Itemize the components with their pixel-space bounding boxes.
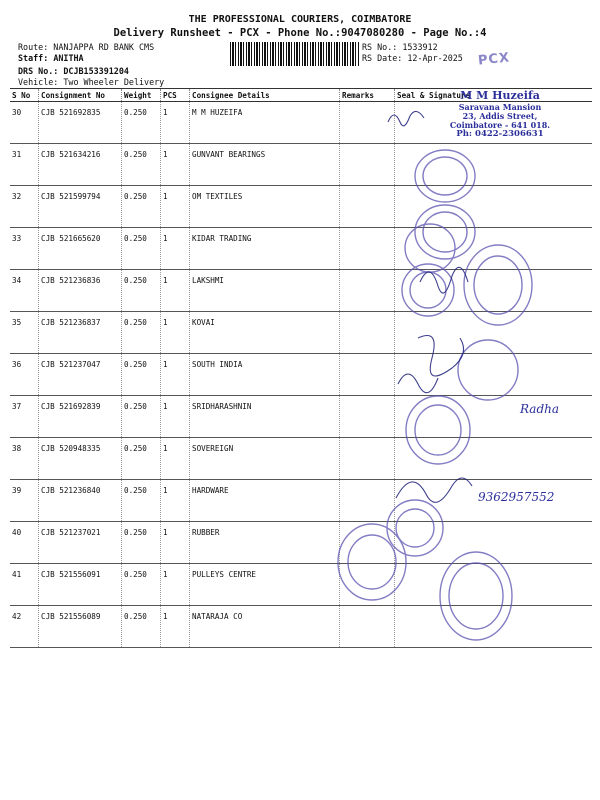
row-seal-signature <box>395 228 593 270</box>
row-remarks <box>340 312 395 354</box>
row-consignment-no: CJB 521237021 <box>39 522 122 564</box>
seal-line-1: Saravana Mansion <box>458 101 542 112</box>
row-weight: 0.250 <box>122 606 161 648</box>
seal-line-3: Coimbatore - 641 018. <box>449 120 551 131</box>
row-remarks <box>340 480 395 522</box>
row-seal-signature <box>395 354 593 396</box>
row-consignment-no: CJB 521634216 <box>39 144 122 186</box>
table-row <box>10 228 592 270</box>
staff-value: ANITHA <box>53 53 84 63</box>
table-row <box>10 438 592 480</box>
table-row <box>10 270 592 312</box>
row-consignment-no: CJB 520948335 <box>39 438 122 480</box>
row-consignment-no: CJB 521237047 <box>39 354 122 396</box>
col-remarks: Remarks <box>340 89 395 102</box>
table-row <box>10 564 592 606</box>
seal-phone: Ph: 0422-2306631 <box>456 129 544 140</box>
row-sno: 41 <box>10 564 39 606</box>
row-weight: 0.250 <box>122 186 161 228</box>
row-consignment-no: CJB 521236840 <box>39 480 122 522</box>
row-sno: 42 <box>10 606 39 648</box>
row-sno: 34 <box>10 270 39 312</box>
row-weight: 0.250 <box>122 228 161 270</box>
row-seal-signature <box>395 522 593 564</box>
col-sno: S No <box>10 89 39 102</box>
row-remarks <box>340 396 395 438</box>
company-title: THE PROFESSIONAL COURIERS, COIMBATORE <box>188 14 412 25</box>
row-sno: 30 <box>10 102 39 144</box>
row-pcs: 1 <box>161 438 190 480</box>
table-row <box>10 522 592 564</box>
row-consignee: SRIDHARASHNIN <box>190 396 340 438</box>
row-seal-signature <box>395 606 593 648</box>
row-weight: 0.250 <box>122 564 161 606</box>
barcode <box>230 42 360 66</box>
row-consignee: M M HUZEIFA <box>190 102 340 144</box>
table-row <box>10 186 592 228</box>
row-sno: 36 <box>10 354 39 396</box>
row-pcs: 1 <box>161 396 190 438</box>
rs-date: RS Date: 12-Apr-2025 <box>362 53 463 63</box>
row-remarks <box>340 438 395 480</box>
row-remarks <box>340 102 395 144</box>
row-seal-signature <box>395 144 593 186</box>
row-consignment-no: CJB 521692835 <box>39 102 122 144</box>
row-remarks <box>340 144 395 186</box>
row-remarks <box>340 606 395 648</box>
table-row <box>10 354 592 396</box>
drs-value: DCJB153391204 <box>63 66 129 76</box>
row-consignee: HARDWARE <box>190 480 340 522</box>
runsheet-table <box>10 88 592 648</box>
row-remarks <box>340 354 395 396</box>
row-seal-signature <box>395 312 593 354</box>
col-weight: Weight <box>122 89 161 102</box>
row-consignment-no: CJB 521556091 <box>39 564 122 606</box>
row-sno: 38 <box>10 438 39 480</box>
row-pcs: 1 <box>161 228 190 270</box>
table-row <box>10 396 592 438</box>
row-consignment-no: CJB 521692839 <box>39 396 122 438</box>
vehicle-text: Vehicle: Two Wheeler Delivery <box>18 77 165 87</box>
handwritten-signature: Radha <box>520 402 560 416</box>
row-pcs: 1 <box>161 186 190 228</box>
row-weight: 0.250 <box>122 438 161 480</box>
table-row <box>10 312 592 354</box>
row-consignee: RUBBER <box>190 522 340 564</box>
row-pcs: 1 <box>161 144 190 186</box>
row-consignment-no: CJB 521665620 <box>39 228 122 270</box>
route-text: Route: NANJAPPA RD BANK CMS <box>18 42 155 52</box>
row-weight: 0.250 <box>122 522 161 564</box>
row-pcs: 1 <box>161 312 190 354</box>
table-row <box>10 606 592 648</box>
col-consignment: Consignment No <box>39 89 122 102</box>
runsheet-subtitle: Delivery Runsheet - PCX - Phone No.:9047080280 - Page No.:4 <box>113 27 487 39</box>
row-pcs: 1 <box>161 606 190 648</box>
row-remarks <box>340 270 395 312</box>
row-weight: 0.250 <box>122 270 161 312</box>
row-remarks <box>340 564 395 606</box>
row-pcs: 1 <box>161 564 190 606</box>
row-consignee: SOUTH INDIA <box>190 354 340 396</box>
row-consignee: NATARAJA CO <box>190 606 340 648</box>
row-consignment-no: CJB 521556089 <box>39 606 122 648</box>
row-remarks <box>340 186 395 228</box>
row-consignee: KOVAI <box>190 312 340 354</box>
row-seal-signature <box>395 396 593 438</box>
rs-number: RS No.: 1533912 <box>362 42 438 52</box>
row-weight: 0.250 <box>122 396 161 438</box>
row-consignee: LAKSHMI <box>190 270 340 312</box>
row-seal-signature <box>395 438 593 480</box>
row-sno: 39 <box>10 480 39 522</box>
row-consignee: GUNVANT BEARINGS <box>190 144 340 186</box>
row-weight: 0.250 <box>122 480 161 522</box>
seal-name: M M Huzeifa <box>460 89 540 102</box>
row-consignment-no: CJB 521236836 <box>39 270 122 312</box>
row-sno: 31 <box>10 144 39 186</box>
row-sno: 37 <box>10 396 39 438</box>
row-consignment-no: CJB 521599794 <box>39 186 122 228</box>
row-weight: 0.250 <box>122 312 161 354</box>
drs-label: DRS No.: <box>18 66 59 76</box>
row-sno: 35 <box>10 312 39 354</box>
row-consignment-no: CJB 521236837 <box>39 312 122 354</box>
row-consignee: KIDAR TRADING <box>190 228 340 270</box>
col-seal-signature: Seal & Signature <box>395 89 593 102</box>
row-pcs: 1 <box>161 522 190 564</box>
row-sno: 33 <box>10 228 39 270</box>
row-pcs: 1 <box>161 270 190 312</box>
drs-line <box>18 66 129 76</box>
consignee-seal-text <box>410 90 590 140</box>
row-seal-signature <box>395 564 593 606</box>
handwritten-phone: 9362957552 <box>478 490 555 504</box>
row-sno: 40 <box>10 522 39 564</box>
row-consignee: PULLEYS CENTRE <box>190 564 340 606</box>
row-weight: 0.250 <box>122 354 161 396</box>
row-consignee: SOVEREIGN <box>190 438 340 480</box>
seal-line-2: 23, Addis Street, <box>462 110 538 121</box>
row-remarks <box>340 522 395 564</box>
row-sno: 32 <box>10 186 39 228</box>
pcx-stamp: PCX <box>477 50 511 69</box>
row-pcs: 1 <box>161 480 190 522</box>
row-pcs: 1 <box>161 354 190 396</box>
row-weight: 0.250 <box>122 102 161 144</box>
row-consignee: OM TEXTILES <box>190 186 340 228</box>
col-pcs: PCS <box>161 89 190 102</box>
row-remarks <box>340 228 395 270</box>
row-seal-signature <box>395 270 593 312</box>
staff-line <box>18 53 84 63</box>
row-weight: 0.250 <box>122 144 161 186</box>
staff-label: Staff: <box>18 53 49 63</box>
row-seal-signature <box>395 186 593 228</box>
col-consignee: Consignee Details <box>190 89 340 102</box>
row-pcs: 1 <box>161 102 190 144</box>
table-row <box>10 144 592 186</box>
